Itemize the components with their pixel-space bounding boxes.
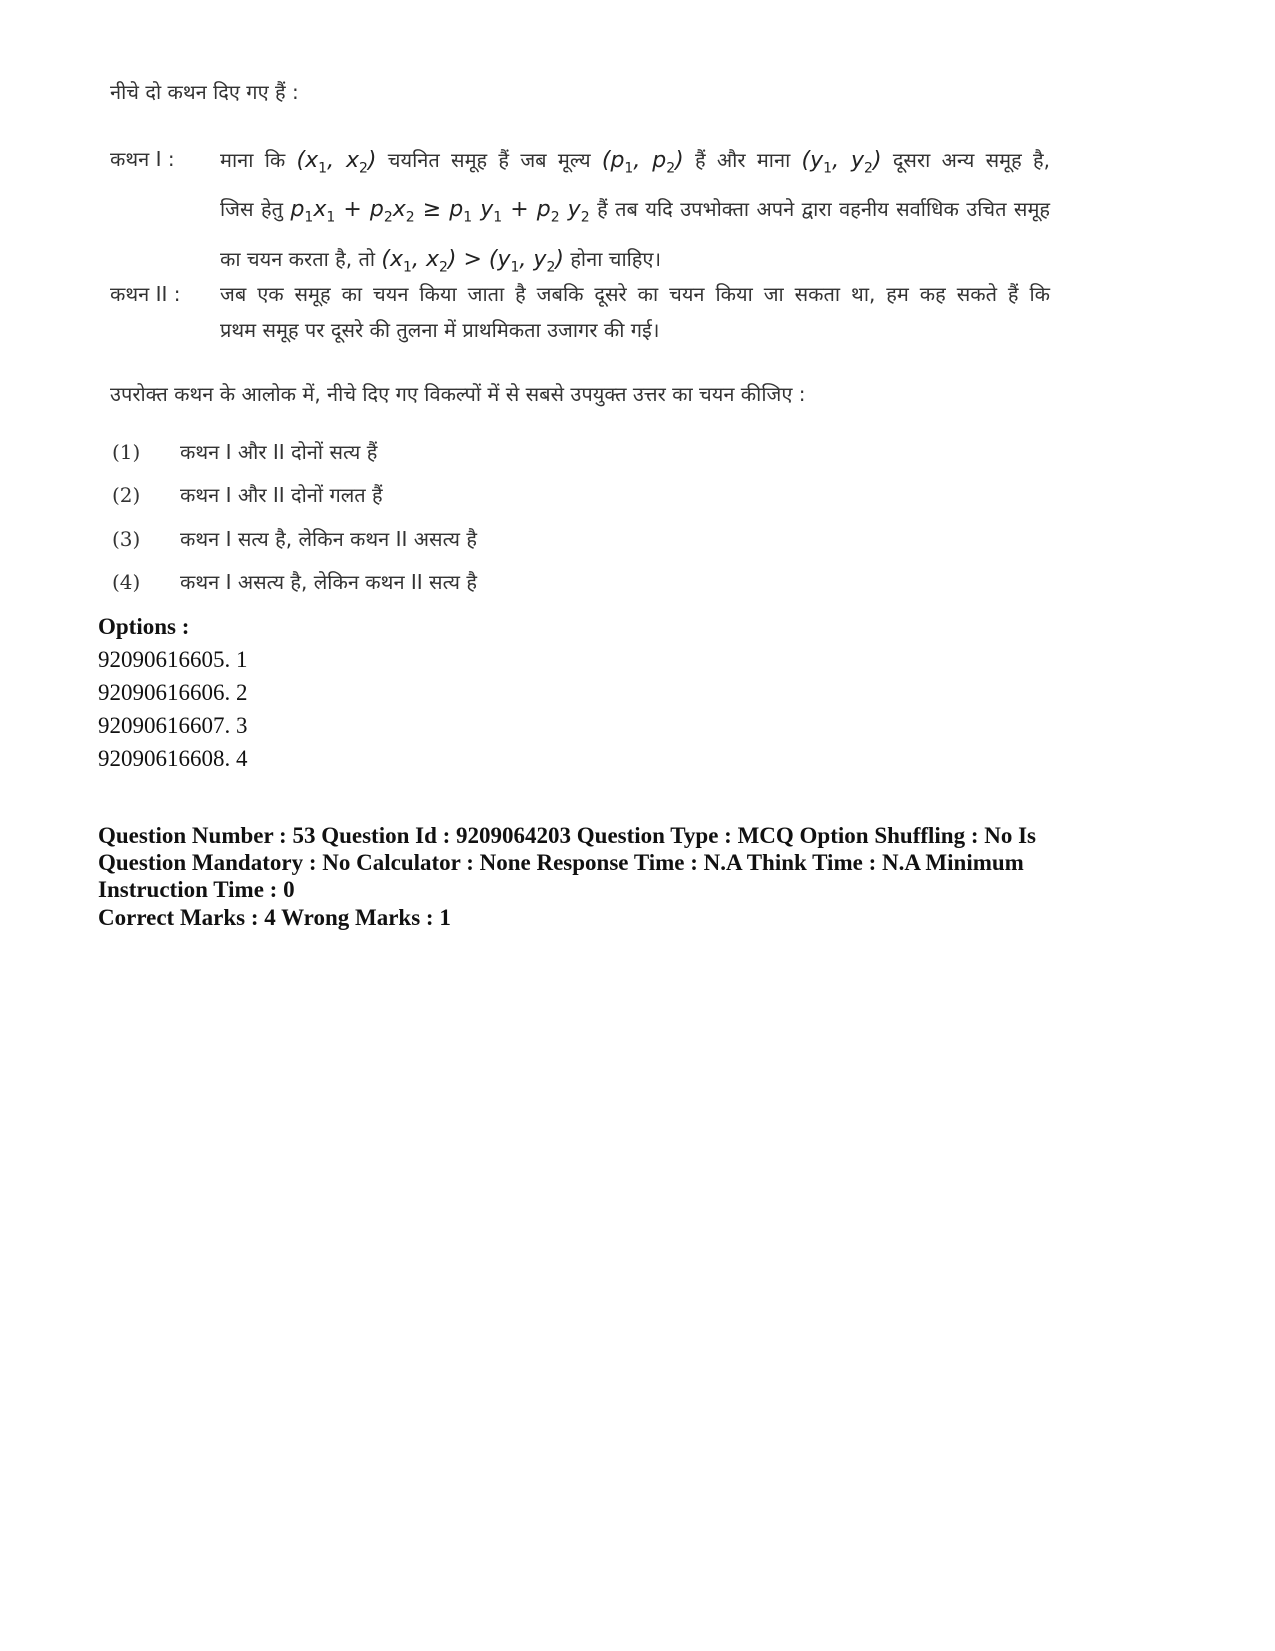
math-inequality: $p_1x_1 + p_2x_2 \ge p_1$ $y_1 + p_2$ $y_2$ <box>290 197 590 226</box>
statement-1-line-3: का चयन करता है, तो ($x_1$, $x_2) > (y_1$, $y_2$) होना चाहिए। <box>220 246 662 276</box>
choice-1: (1) कथन I और II दोनों सत्य हैं <box>112 440 378 464</box>
math-x-bundle: ($x_1$, $x_2$) <box>296 148 377 177</box>
question-meta: Question Number : 53 Question Id : 9209064203 Question Type : MCQ Option Shuffling : No Is Question Mandatory : No Calculator : None Response Time : N.A Think Time : N.A Minimum Instruction Time : 0 <box>98 823 1037 902</box>
statement-2-label: कथन II : <box>110 282 181 306</box>
statement-2-line-2: प्रथम समूह पर दूसरे की तुलना में प्राथमिकता उजागर की गई। <box>220 318 660 342</box>
statement-2-line-1: जब एक समूह का चयन किया जाता है जबकि दूसरे का चयन किया जा सकता था, हम कह सकते हैं कि <box>220 282 1050 306</box>
statement-1-label: कथन I : <box>110 147 175 171</box>
choice-4: (4) कथन I असत्य है, लेकिन कथन II सत्य है <box>112 570 477 594</box>
intro-text: नीचे दो कथन दिए गए हैं : <box>110 80 299 104</box>
math-preference: ($x_1$, $x_2) > (y_1$, $y_2$) <box>381 246 564 276</box>
statement-1-line-1: माना कि ($x_1$, $x_2$) चयनित समूह हैं जब मूल्य ($p_1$, $p_2$) हैं और माना ($y_1$, $y_2$) दूसरा अन्य समूह है, <box>220 148 1051 177</box>
statement-1-line-2: जिस हेतु $p_1x_1 + p_2x_2 \ge p_1$ $y_1 + p_2$ $y_2$ हैं तब यदि उपभोक्ता अपने द्वारा वहनीय सर्वाधिक उचित समूह <box>220 197 1051 226</box>
statement-1-text <box>220 140 1050 288</box>
math-p-bundle: ($p_1$, $p_2$) <box>601 148 684 177</box>
option-item: 92090616607. 3 <box>98 713 248 738</box>
math-y-bundle: ($y_1$, $y_2$) <box>801 148 882 177</box>
option-item: 92090616606. 2 <box>98 680 248 705</box>
options-title: Options : <box>98 614 190 639</box>
option-item: 92090616605. 1 <box>98 647 248 672</box>
options-block <box>98 610 248 775</box>
choice-3: (3) कथन I सत्य है, लेकिन कथन II असत्य है <box>112 527 477 551</box>
prompt-text: उपरोक्त कथन के आलोक में, नीचे दिए गए विकल्पों में से सबसे उपयुक्त उत्तर का चयन कीजिए : <box>110 382 806 406</box>
statement-1 <box>110 140 1051 276</box>
statement-2-text <box>220 276 1050 348</box>
statement-2 <box>110 276 1050 356</box>
marks-info: Correct Marks : 4 Wrong Marks : 1 <box>98 905 451 930</box>
option-item: 92090616608. 4 <box>98 746 248 771</box>
choice-2: (2) कथन I और II दोनों गलत हैं <box>112 483 383 507</box>
